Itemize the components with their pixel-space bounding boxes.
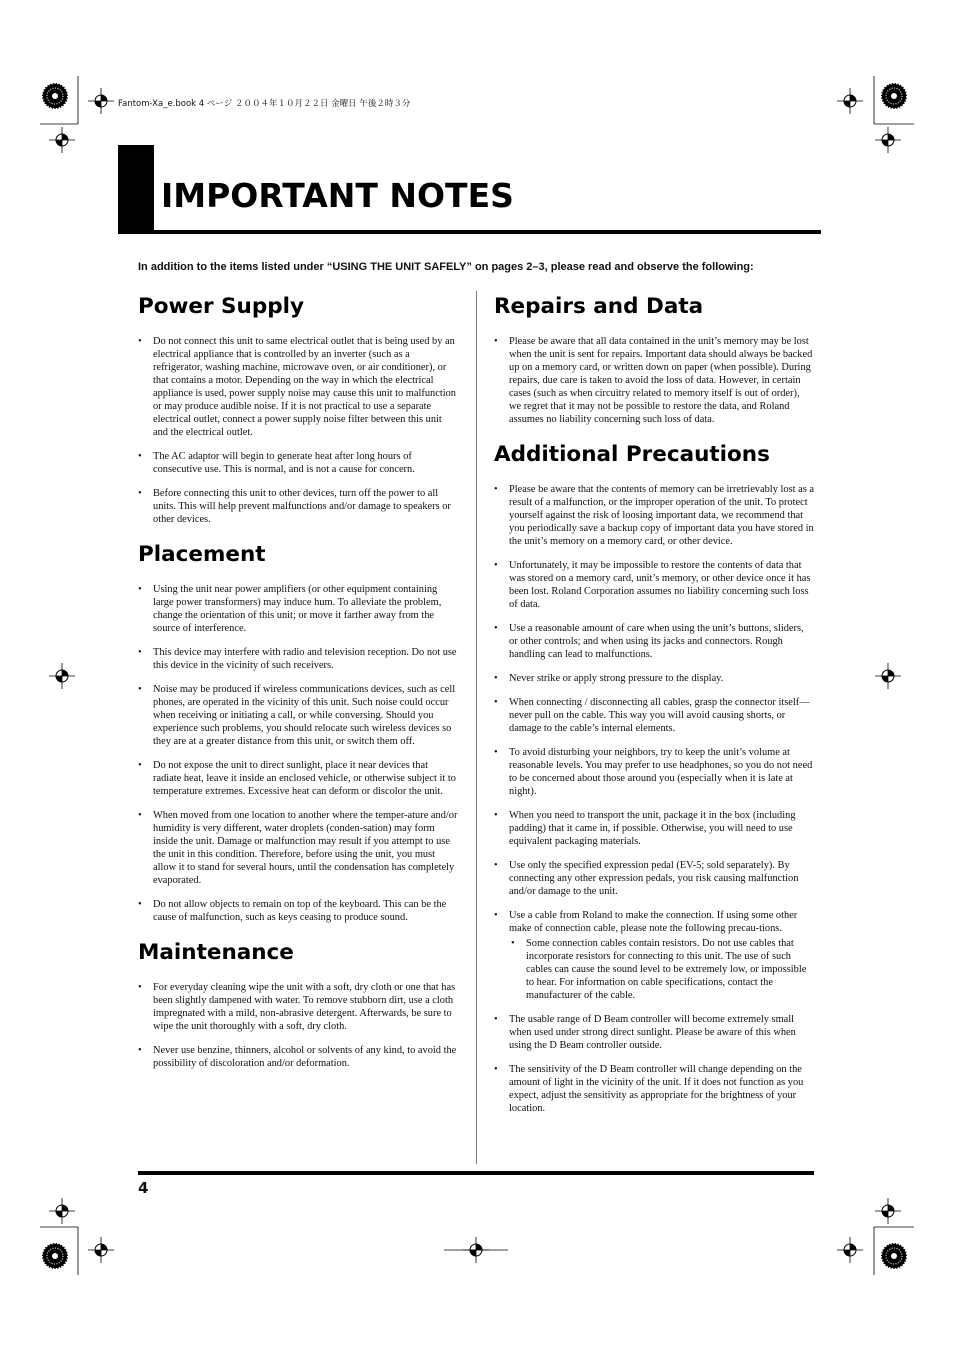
- sub-list-item: • Some connection cables contain resistors. Do not use cables that incorporate resistors for connecting to this unit. The use of such cables can cause the sound level to be extremely low, or impossible to hear. For information on cable specifications, contact the manufacturer of the cable.: [509, 937, 814, 1002]
- footer-rule: [138, 1171, 814, 1175]
- section-heading-placement: Placement: [138, 542, 266, 567]
- sub-list: [509, 937, 814, 1002]
- crop-mark-icon: [875, 663, 901, 689]
- list-item: • Do not expose the unit to direct sunlight, place it near devices that radiate heat, leave it inside an enclosed vehicle, or otherwise subject it to temperature extremes. Excessive heat can deform or discolor the unit.: [138, 759, 458, 798]
- crop-mark-icon: [837, 88, 863, 114]
- list-item: • For everyday cleaning wipe the unit with a soft, dry cloth or one that has been slightly dampened with water. To remove stubborn dirt, use a cloth impregnated with a mild, non-abrasive detergent. Afterwards, be sure to wipe the unit thoroughly with a soft, dry cloth.: [138, 981, 458, 1033]
- maintenance-list: [138, 981, 458, 1070]
- list-item: • This device may interfere with radio and television reception. Do not use this device in the vicinity of such receivers.: [138, 646, 458, 672]
- registration-mark-icon: [881, 1243, 907, 1269]
- list-item: • Before connecting this unit to other devices, turn off the power to all units. This will help prevent malfunctions and/or damage to speakers or other devices.: [138, 487, 458, 526]
- list-item: [494, 909, 814, 1002]
- list-item: • Please be aware that the contents of memory can be irretrievably lost as a result of a malfunction, or the improper operation of the unit. To protect yourself against the risk of loosing important data, we recommend that you periodically save a backup copy of important data you have stored in the unit’s memory on a memory card, or other device.: [494, 483, 814, 548]
- list-item: • Use only the specified expression pedal (EV-5; sold separately). By connecting any other expression pedals, you risk causing malfunction and/or damage to the unit.: [494, 859, 814, 898]
- file-info-header: Fantom-Xa_e.book 4 ページ ２００４年１０月２２日 金曜日 午後２時３分: [118, 99, 411, 109]
- list-item: • Unfortunately, it may be impossible to restore the contents of data that was stored on a memory card, unit’s memory, or other device once it has been lost. Roland Corporation assumes no liability concerning such loss of data.: [494, 559, 814, 611]
- registration-mark-icon: [42, 1243, 68, 1269]
- list-item: • When you need to transport the unit, package it in the box (including padding) that it came in, if possible. Otherwise, you will need to use equivalent packaging materials.: [494, 809, 814, 848]
- crop-mark-icon: [49, 127, 75, 153]
- list-item-text: Use a cable from Roland to make the connection. If using some other make of connection cable, please note the following precau-tions.: [509, 910, 798, 934]
- left-column: [138, 292, 458, 1070]
- registration-mark-icon: [881, 83, 907, 109]
- power-supply-list: [138, 335, 458, 526]
- list-item: • Never use benzine, thinners, alcohol or solvents of any kind, to avoid the possibility of discoloration and/or deformation.: [138, 1044, 458, 1070]
- list-item: • Using the unit near power amplifiers (or other equipment containing large power transformers) may induce hum. To alleviate the problem, change the orientation of this unit; or move it farther away from the source of interference.: [138, 583, 458, 635]
- list-item: • To avoid disturbing your neighbors, try to keep the unit’s volume at reasonable levels. You may prefer to use headphones, so you do not need to be concerned about those around you (especially when it is late at night).: [494, 746, 814, 798]
- list-item: • Use a reasonable amount of care when using the unit’s buttons, sliders, or other controls; and when using its jacks and connectors. Rough handling can lead to malfunctions.: [494, 622, 814, 661]
- crop-mark-icon: [837, 1237, 863, 1263]
- list-item: • The AC adaptor will begin to generate heat after long hours of consecutive use. This is normal, and is not a cause for concern.: [138, 450, 458, 476]
- crop-mark-icon: [88, 1237, 114, 1263]
- section-heading-additional-precautions: Additional Precautions: [494, 442, 770, 467]
- page-number: 4: [138, 1179, 149, 1197]
- list-item: • When moved from one location to another where the temper-ature and/or humidity is very different, water droplets (conden-sation) may form inside the unit. Damage or malfunction may result if you attempt to use the unit in this condition. Therefore, before using the unit, you must allow it to stand for several hours, until the condensation has completely evaporated.: [138, 809, 458, 887]
- intro-text: In addition to the items listed under “USING THE UNIT SAFELY” on pages 2–3, please read and observe the following:: [138, 261, 754, 273]
- additional-precautions-list: [494, 483, 814, 1115]
- list-item: • The sensitivity of the D Beam controller will change depending on the amount of light in the vicinity of the unit. If it does not function as you expect, adjust the sensitivity as appropriate for the brightness of your location.: [494, 1063, 814, 1115]
- section-heading-repairs: Repairs and Data: [494, 294, 704, 319]
- section-heading-power-supply: Power Supply: [138, 294, 305, 319]
- list-item: • The usable range of D Beam controller will become extremely small when used under strong direct sunlight. Please be aware of this when using the D Beam controller outside.: [494, 1013, 814, 1052]
- crop-mark-icon: [875, 1198, 901, 1224]
- registration-mark-icon: [42, 83, 68, 109]
- right-column: [494, 292, 814, 1115]
- crop-mark-icon: [49, 1198, 75, 1224]
- page-title: IMPORTANT NOTES: [161, 176, 514, 215]
- list-item: • Noise may be produced if wireless communications devices, such as cell phones, are operated in the vicinity of this unit. Such noise could occur when receiving or initiating a call, or while conversing. Should you experience such problems, you should relocate such wireless devices so they are at a greater distance from this unit, or switch them off.: [138, 683, 458, 748]
- placement-list: [138, 583, 458, 924]
- crop-mark-icon: [875, 127, 901, 153]
- list-item: • When connecting / disconnecting all cables, grasp the connector itself—never pull on the cable. This way you will avoid causing shorts, or damage to the cable’s internal elements.: [494, 696, 814, 735]
- crop-mark-icon: [49, 663, 75, 689]
- list-item: • Do not connect this unit to same electrical outlet that is being used by an electrical appliance that is controlled by an inverter (such as a refrigerator, washing machine, microwave oven, or air conditioner), or that contains a motor. Depending on the way in which the electrical appliance is used, power supply noise may cause this unit to malfunction or may produce audible noise. If it is not practical to use a separate electrical outlet, connect a power supply noise filter between this unit and the electrical outlet.: [138, 335, 458, 439]
- list-item: • Do not allow objects to remain on top of the keyboard. This can be the cause of malfunction, such as keys ceasing to produce sound.: [138, 898, 458, 924]
- title-rule: [118, 230, 821, 234]
- repairs-list: [494, 335, 814, 426]
- title-bar-block: [118, 145, 154, 234]
- column-divider: [476, 291, 477, 1164]
- section-heading-maintenance: Maintenance: [138, 940, 294, 965]
- list-item: • Never strike or apply strong pressure to the display.: [494, 672, 814, 685]
- crop-mark-icon: [88, 88, 114, 114]
- list-item: • Please be aware that all data contained in the unit’s memory may be lost when the unit is sent for repairs. Important data should always be backed up on a memory card, or written down on paper (when possible). During repairs, due care is taken to avoid the loss of data. However, in certain cases (such as when circuitry related to memory itself is out of order), we regret that it may not be possible to restore the data, and Roland assumes no liability concerning such loss of data.: [494, 335, 814, 426]
